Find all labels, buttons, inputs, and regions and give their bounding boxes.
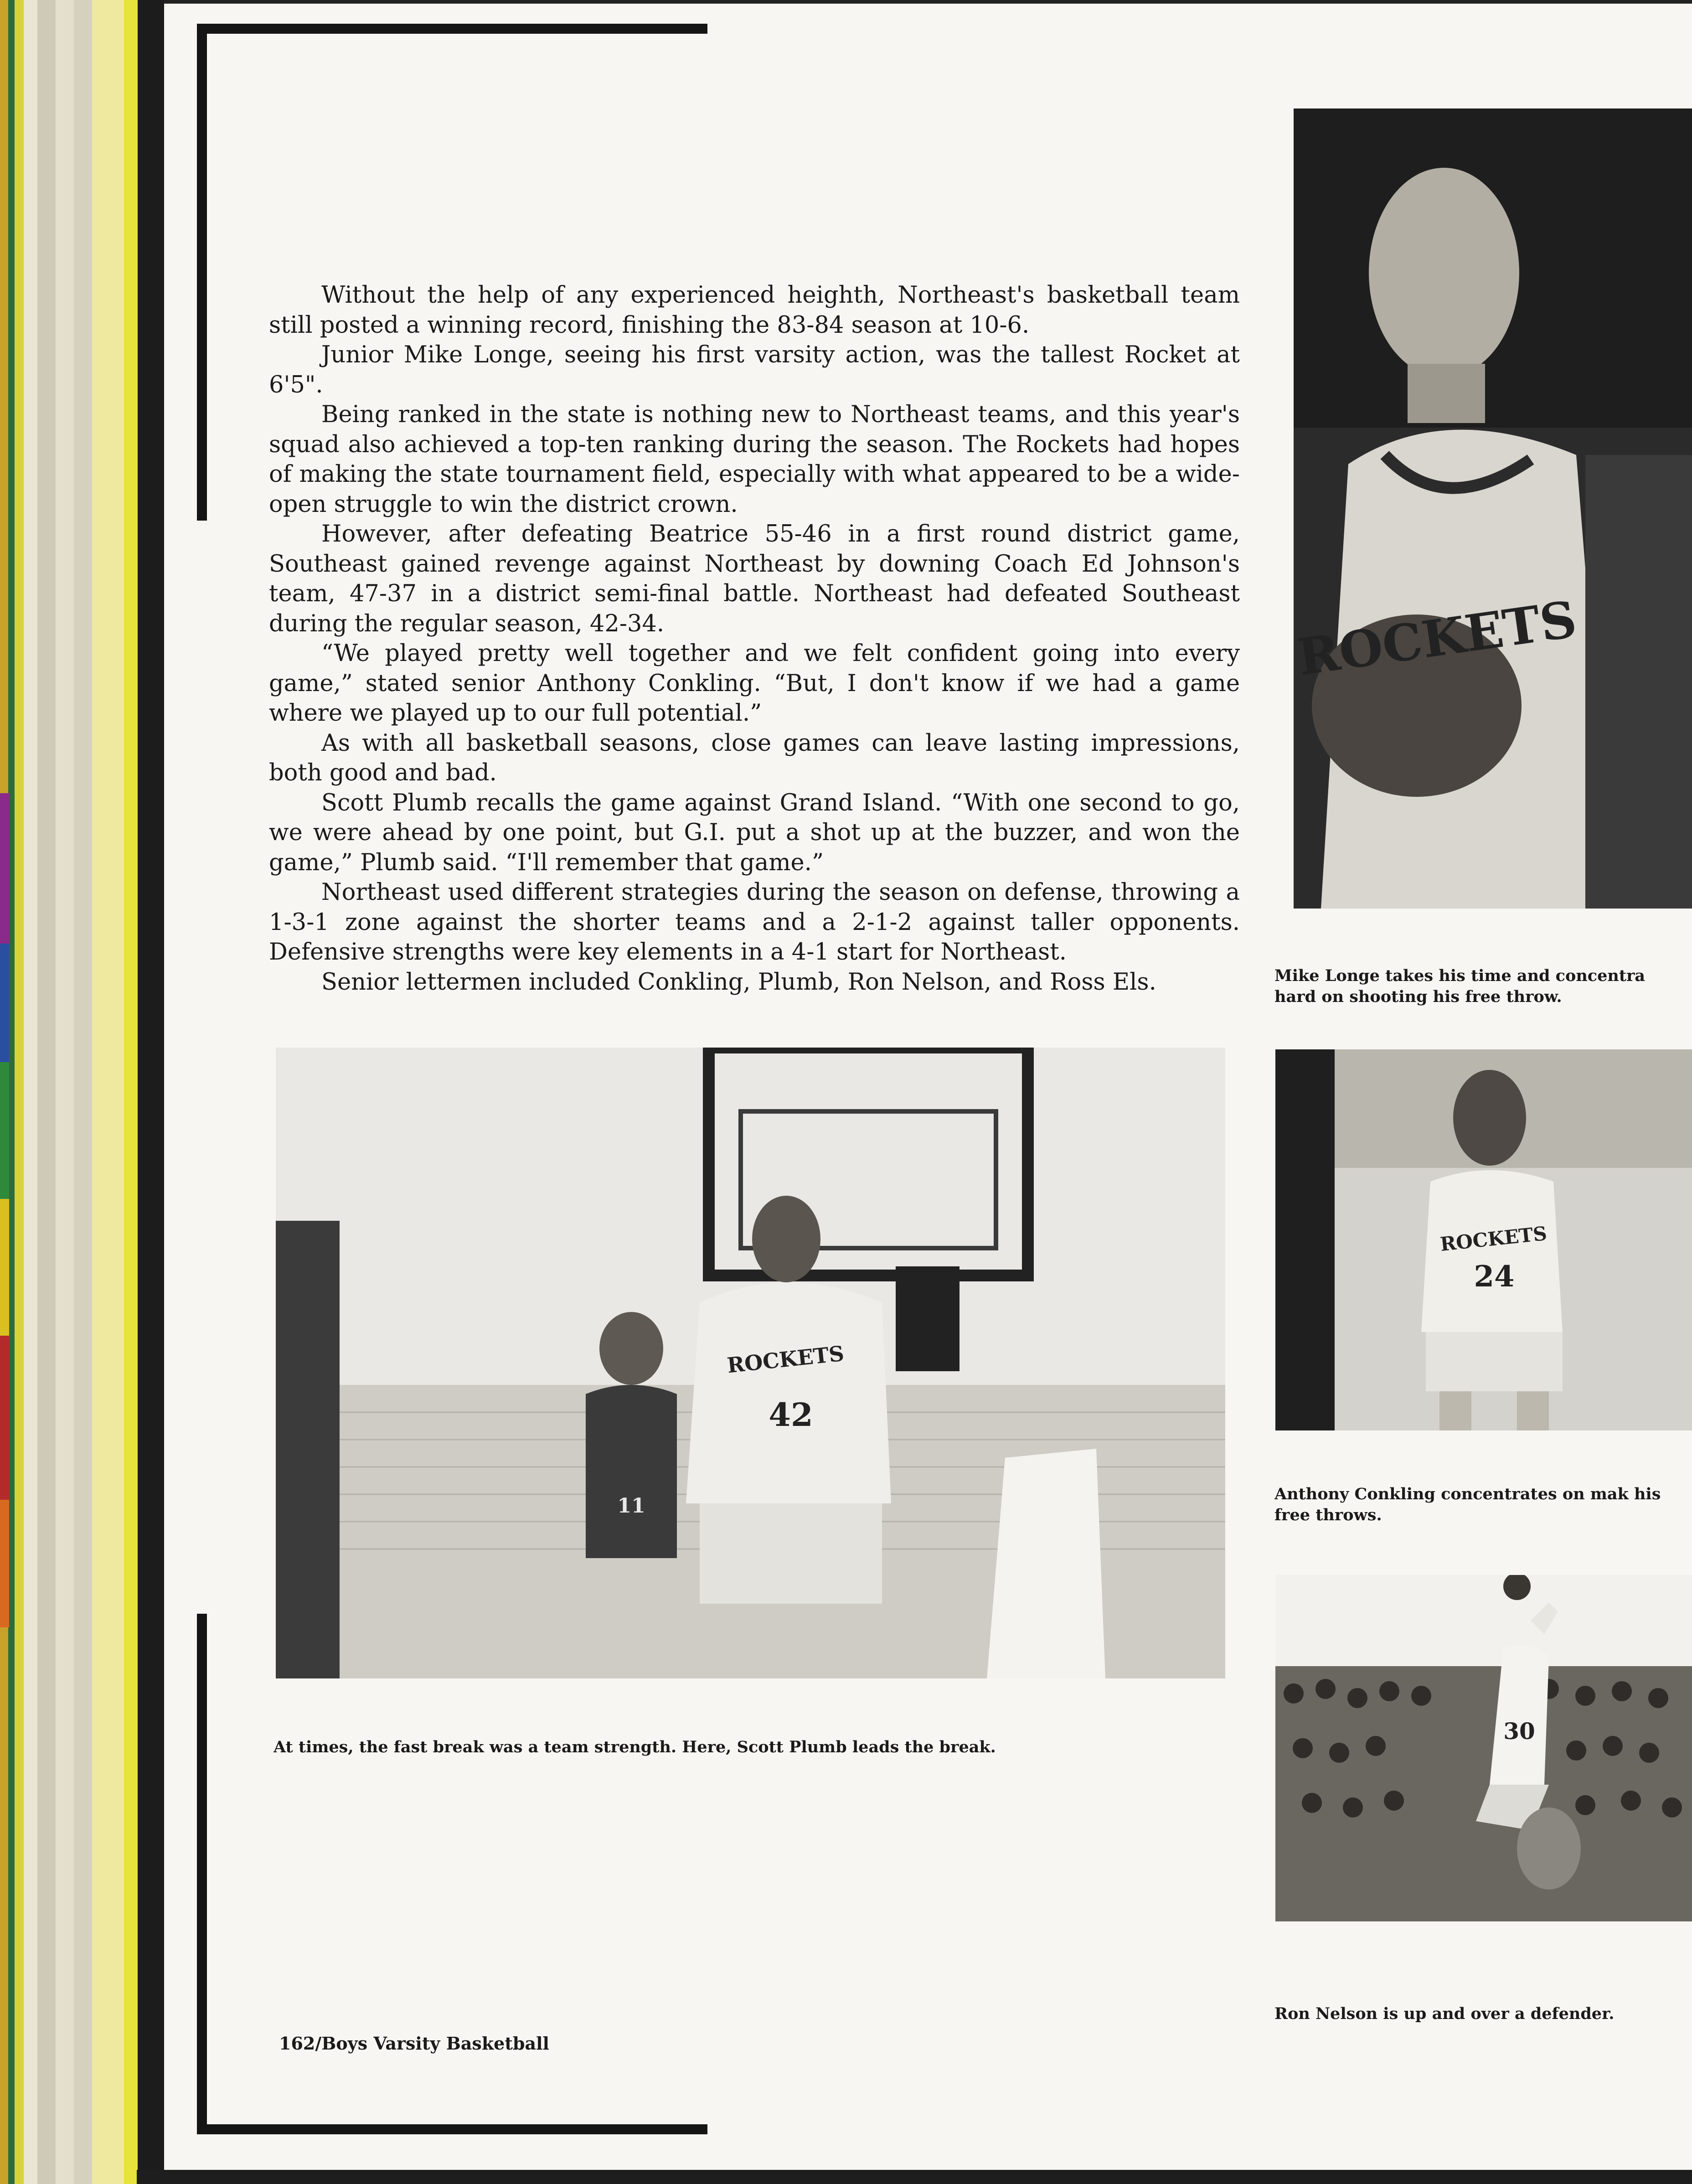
- article-paragraph: As with all basketball seasons, close games can leave lasting impressions, both good and bad.: [269, 729, 1240, 786]
- top-bracket-rule: [197, 24, 707, 34]
- lower-left-bracket-rule: [197, 1614, 207, 2133]
- article-paragraph: Northeast used different strategies during the season on defense, throwing a 1-3-1 zone against the shorter teams and a 2-1-2 against taller opponents. Defensive strengths were key elements in a 4-1 start for Northeast.: [269, 879, 1240, 966]
- page-bottom-edge: [137, 2170, 1692, 2184]
- photo-jersey-text: ROCKETS: [1294, 589, 1580, 687]
- article-paragraph: Senior lettermen included Conkling, Plumb, Ron Nelson, and Ross Els.: [321, 968, 1156, 996]
- article-paragraph: However, after defeating Beatrice 55-46 in a first round district game, Southeast gained revenge against Northeast by downing Coach Ed Johnson's team, 47-37 in a district semi-final battle. Northeast had defeated Southeast during the regular season, 42-34.: [269, 521, 1240, 637]
- page-folio: 162/Boys Varsity Basketball: [279, 2033, 549, 2054]
- photo-jersey-text: ROCKETS: [726, 1341, 846, 1378]
- bottom-bracket-rule: [197, 2124, 707, 2134]
- photo-jersey-number: 24: [1474, 1260, 1515, 1294]
- caption-ron-nelson: Ron Nelson is up and over a defender.: [1274, 2004, 1615, 2023]
- photo-jersey-text: ROCKETS: [1439, 1222, 1548, 1256]
- article-paragraph: “We played pretty well together and we felt confident going into every game,” stated senior Anthony Conkling. “But, I don't know if we had a game where we played up to our full potential.”: [269, 640, 1240, 727]
- photo-ron-nelson: [1275, 1575, 1692, 1921]
- photo-mike-longe: [1294, 108, 1692, 909]
- article-paragraph: Junior Mike Longe, seeing his first varsity action, was the tallest Rocket at 6'5".: [269, 341, 1240, 398]
- article-paragraph: Being ranked in the state is nothing new to Northeast teams, and this year's squad also achieved a top-ten ranking during the season. The Rockets had hopes of making the state tournament field, especially with what appeared to be a wide-open struggle to win the district crown.: [269, 401, 1240, 518]
- article-paragraph: Scott Plumb recalls the game against Grand Island. “With one second to go, we were ahead by one point, but G.I. put a shot up at the buzzer, and won the game,” Plumb said. “I'll remember that game.”: [269, 789, 1240, 876]
- article-paragraph: Without the help of any experienced heighth, Northeast's basketball team still posted a winning record, finishing the 83-84 season at 10-6.: [269, 282, 1240, 339]
- photo-jersey-number: 42: [769, 1396, 813, 1434]
- photo-opponent-number: 11: [617, 1494, 645, 1518]
- caption-anthony-conkling: Anthony Conkling concentrates on mak his free throws.: [1274, 1485, 1661, 1524]
- caption-mike-longe: Mike Longe takes his time and concentra hard on shooting his free throw.: [1274, 966, 1646, 1006]
- photo-anthony-conkling: [1275, 1049, 1692, 1430]
- caption-fast-break: At times, the fast break was a team strength. Here, Scott Plumb leads the break.: [273, 1738, 996, 1756]
- upper-left-bracket-rule: [197, 24, 207, 521]
- photo-jersey-number: 30: [1503, 1718, 1535, 1745]
- photo-fast-break: [276, 1048, 1225, 1678]
- page-top-edge: [0, 0, 1692, 4]
- book-spine-edge: [0, 0, 164, 2184]
- article-body: [269, 280, 1240, 997]
